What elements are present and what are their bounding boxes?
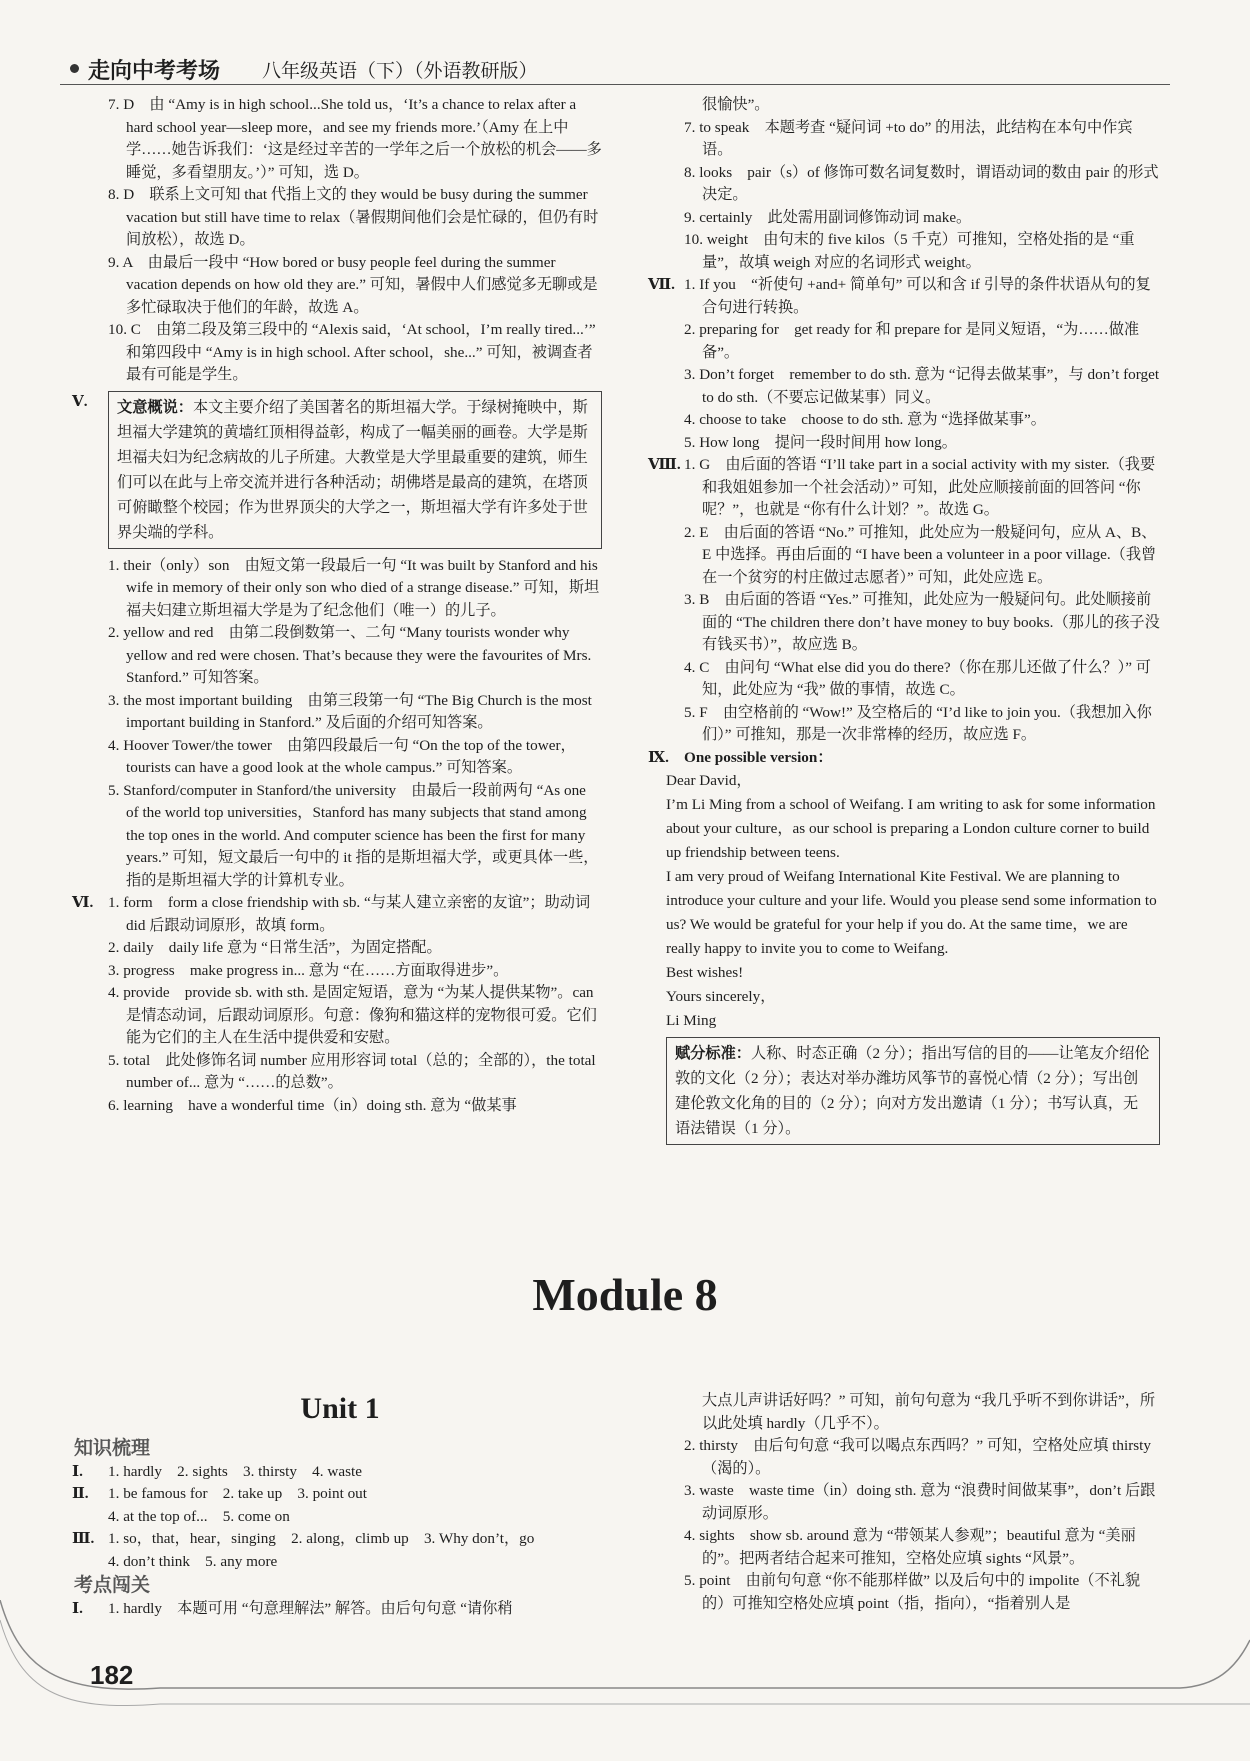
answer-item: 4. C 由问句 “What else did you do there?（你在那儿还做了什么？）” 可知，此处应为 “我” 做的事情，故选 C。 [684, 658, 1151, 698]
letter-line: Best wishes! [666, 964, 744, 981]
answer-item: 2. yellow and red 由第二段倒数第一、二句 “Many tourists wonder why yellow and red were chosen. That’s because they were the favourites of Mrs. Stanford.” 可知答案。 [108, 624, 592, 686]
section-heading: 知识梳理 [74, 1438, 151, 1459]
section-6 [74, 892, 602, 1117]
answer-row [74, 1551, 602, 1574]
page-footer-decoration [0, 1600, 1250, 1761]
answer-item: 4. choose to take choose to do sth. 意为 “选择做某事”。 [684, 411, 1046, 428]
section-9 [650, 747, 1160, 770]
answer-item: 3. the most important building 由第三段第一句 “The Big Church is the most important building in Stanford.” 及后面的介绍可知答案。 [108, 691, 592, 731]
summary-text: 本文主要介绍了美国著名的斯坦福大学。于绿树掩映中，斯坦福大学建筑的黄墙红顶相得益彰，构成了一幅美丽的画卷。大学是斯坦福夫妇为纪念病故的儿子所建。大教堂是大学里最重要的建筑，师生们可以在此与上帝交流并进行各种活动；胡佛塔是最高的建筑，在塔顶可俯瞰整个校园；作为世界顶尖的大学之一，斯坦福大学有许多处于世界尖端的学科。 [117, 398, 588, 541]
answer-item: 4. sights show sb. around 意为 “带领某人参观”；beautiful 意为 “美丽的”。把两者结合起来可推知，空格处应填 sights “风景”。 [684, 1527, 1136, 1567]
letter-line: I am very proud of Weifang International Kite Festival. We are planning to introduce your culture and your life. Would you please send some information to us? We would be grateful for your help if you do. At the same time，we are really happy to invite you to come to Weifang. [666, 868, 1157, 957]
section-number: Ⅰ. [72, 1599, 83, 1617]
sample-letter [666, 769, 1160, 1033]
summary-label: 文意概说： [117, 398, 193, 416]
answer-item: 2. E 由后面的答语 “No.” 可推知，此处应为一般疑问句，应从 A、B、E 中选择。再由后面的 “I have been a volunteer in a poor village.（我曾在一个贫穷的村庄做过志愿者）” 可知，此处应选 E。 [684, 523, 1157, 586]
running-header [60, 52, 1180, 84]
answer-item: 3. waste waste time（in）doing sth. 意为 “浪费时间做某事”，don’t 后跟动词原形。 [684, 1482, 1156, 1522]
left-column [72, 94, 602, 1117]
answer-item: 10. C 由第二段及第三段中的 “Alexis said，‘At school，I’m really tired...’” 和第四段中 “Amy is in high school. After school，she...” 可知，被调查者最有可能是学生。 [108, 321, 596, 383]
answer-row [74, 1461, 602, 1484]
section-number: Ⅲ. [72, 1530, 95, 1547]
answer-item: 1. If you “祈使句 +and+ 简单句” 可以和含 if 引导的条件状语从句的复合句进行转换。 [684, 276, 1151, 316]
section-number: Ⅴ. [72, 392, 88, 410]
answer-item: 9. certainly 此处需用副词修饰动词 make。 [684, 208, 972, 226]
answer-row [74, 1483, 602, 1506]
version-title: One possible version： [684, 748, 833, 766]
letter-line: Li Ming [666, 1012, 717, 1029]
answer-item: 5. F 由空格前的 “Wow!” 及空格后的 “I’d like to join you.（我想加入你们）” 可推知，那是一次非常棒的经历，故应选 F。 [684, 703, 1152, 743]
answer-item: 7. to speak 本题考查 “疑问词 +to do” 的用法，此结构在本句中作宾语。 [684, 118, 1133, 158]
answer-item: 2. thirsty 由后句句意 “我可以喝点东西吗？” 可知，空格处应填 thirsty（渴的）。 [684, 1437, 1152, 1477]
answer-item: 9. A 由最后一段中 “How bored or busy people feel during the summer vacation depends on how old they are.” 可知，暑假中人们感觉多无聊或是多忙碌取决于他们的年龄，故选 A。 [108, 253, 598, 316]
right-column [648, 94, 1160, 1151]
answer-item: 5. total 此处修饰名词 number 应用形容词 total（总的；全部的），the total number of... 意为 “……的总数”。 [108, 1051, 596, 1091]
page-number: 182 [90, 1660, 134, 1690]
answer-item: 8. D 联系上文可知 that 代指上文的 they would be busy during the summer vacation but still have time to relax（暑假期间他们会是忙碌的，但仍有时间放松），故选 D。 [108, 186, 599, 248]
answer-row [74, 1506, 602, 1529]
answer-item: 6. learning have a wonderful time（in）doing sth. 意为 “做某事 [108, 1096, 517, 1114]
section-number: Ⅶ. [648, 276, 675, 293]
answer-item: 5. point 由前句句意 “你不能那样做” 以及后句中的 impolite（不礼貌的）可推知空格处应填 point（指，指向），“指着别人是 [684, 1572, 1141, 1612]
answer-item: 2. preparing for get ready for 和 prepare for 是同义短语，“为……做准备”。 [684, 321, 1140, 361]
scoring-text: 人称、时态正确（2 分）；指出写信的目的——让笔友介绍伦敦的文化（2 分）；表达对举办潍坊风筝节的喜悦心情（2 分）；写出创建伦敦文化角的目的（2 分）；向对方发出邀请（1 分）；书写认真，无语法错误（1 分）。 [675, 1045, 1150, 1137]
series-title: 走向中考考场 [88, 58, 221, 83]
header-rule [60, 84, 1170, 85]
answer-item: 2. daily daily life 意为 “日常生活”，为固定搭配。 [108, 939, 442, 956]
answer-item: 1. form form a close friendship with sb. “与某人建立亲密的友谊”；助动词 did 后跟动词原形，故填 form。 [108, 894, 591, 934]
answer-row-text: 1. hardly 本题可用 “句意理解法” 解答。由后句句意 “请你稍 [108, 1599, 513, 1617]
bullet-icon [70, 64, 79, 73]
answer-item: 5. How long 提问一段时间用 how long。 [684, 433, 957, 451]
answer-item: 8. looks pair（s）of 修饰可数名词复数时，谓语动词的数由 pair 的形式决定。 [684, 163, 1159, 203]
book-title: 八年级英语（下）（外语教研版） [262, 61, 538, 82]
scoring-box [666, 1037, 1160, 1145]
section-7 [650, 274, 1160, 454]
unit-title: Unit 1 [300, 1392, 380, 1425]
answer-row-text: 1. hardly 2. sights 3. thirsty 4. waste [108, 1462, 362, 1480]
letter-line: Yours sincerely， [666, 988, 776, 1005]
answer-row-text: 4. at the top of... 5. come on [108, 1507, 290, 1525]
answer-item: 3. B 由后面的答语 “Yes.” 可推知，此处应为一般疑问句。此处顺接前面的 “The children there don’t have money to buy books.（那儿的孩子没有钱买书）”，故应选 B。 [684, 591, 1160, 653]
answer-item: 1. their（only）son 由短文第一段最后一句 “It was built by Stanford and his wife in memory of their only son who died of a strange disease.” 可知，斯坦福夫妇建立斯坦福大学是为了纪念他们（唯一）的儿子。 [108, 556, 600, 619]
answer-item: 10. weight 由句末的 five kilos（5 千克）可推知，空格处指的是 “重量”，故填 weigh 对应的名词形式 weight。 [684, 231, 1135, 271]
section-number: Ⅰ. [72, 1462, 83, 1480]
section-heading: 考点闯关 [74, 1575, 151, 1596]
bottom-left-column [74, 1438, 602, 1620]
section-number: Ⅱ. [72, 1485, 89, 1502]
answer-item: 3. progress make progress in... 意为 “在……方面取得进步”。 [108, 961, 509, 979]
scoring-label: 赋分标准： [675, 1045, 751, 1062]
continued-text: 大点儿声讲话好吗？” 可知，前句句意为 “我几乎听不到你讲话”，所以此处填 hardly（几乎不）。 [702, 1392, 1156, 1432]
bottom-right-column [684, 1390, 1160, 1615]
answer-row-text: 1. so，that，hear，singing 2. along，climb up 3. Why don’t，go [108, 1530, 535, 1547]
summary-box [108, 391, 602, 549]
section-5 [74, 391, 602, 893]
section-number: Ⅸ. [648, 748, 669, 766]
letter-line: I’m Li Ming from a school of Weifang. I am writing to ask for some information about your culture，as our school is preparing a London culture corner to build up friendship between teens. [666, 796, 1156, 861]
answer-item: 4. provide provide sb. with sth. 是固定短语，意为 “为某人提供某物”。can 是情态动词，后跟动词原形。句意：像狗和猫这样的宠物很可爱。它们能为它们的主人在生活中提供爱和安慰。 [108, 984, 597, 1046]
continued-text: 很愉快”。 [702, 96, 770, 113]
answer-item: 7. D 由 “Amy is in high school...She told us，‘It’s a chance to relax after a hard school year—sleep more，and see my friends more.’（Amy 在上中学……她告诉我们：‘这是经过辛苦的一学年之后一个放松的机会——多睡觉，多看望朋友。’）” 可知，选 D。 [108, 96, 602, 181]
section-number: Ⅷ. [648, 456, 681, 473]
answer-row [74, 1528, 602, 1551]
section-number: Ⅵ. [72, 894, 94, 911]
letter-line: Dear David， [666, 772, 752, 789]
section-8 [650, 454, 1160, 747]
answer-row-text: 4. don’t think 5. any more [108, 1552, 278, 1570]
answer-row-text: 1. be famous for 2. take up 3. point out [108, 1485, 367, 1502]
answer-item: 4. Hoover Tower/the tower 由第四段最后一句 “On the top of the tower，tourists can have a good look at the whole campus.” 可知答案。 [108, 736, 576, 776]
module-title: Module 8 [532, 1269, 718, 1320]
answer-item: 5. Stanford/computer in Stanford/the university 由最后一段前两句 “As one of the world top universities，Stanford has many subjects that stand among the top ones in the world. And computer science has been the first for many years.” 可知，短文最后一句中的 it 指的是斯坦福大学，或更具体一些，指的是斯坦福大学的计算机专业。 [108, 781, 599, 889]
answer-item: 3. Don’t forget remember to do sth. 意为 “记得去做某事”，与 don’t forget to do sth.（不要忘记做某事）同义。 [684, 366, 1160, 406]
answer-item: 1. G 由后面的答语 “I’ll take part in a social activity with my sister.（我要和我姐姐参加一个社会活动）” 可知，此处应顺接前面的回答问 “你呢？”，也就是 “你有什么计划？”。故选 G。 [684, 456, 1156, 518]
